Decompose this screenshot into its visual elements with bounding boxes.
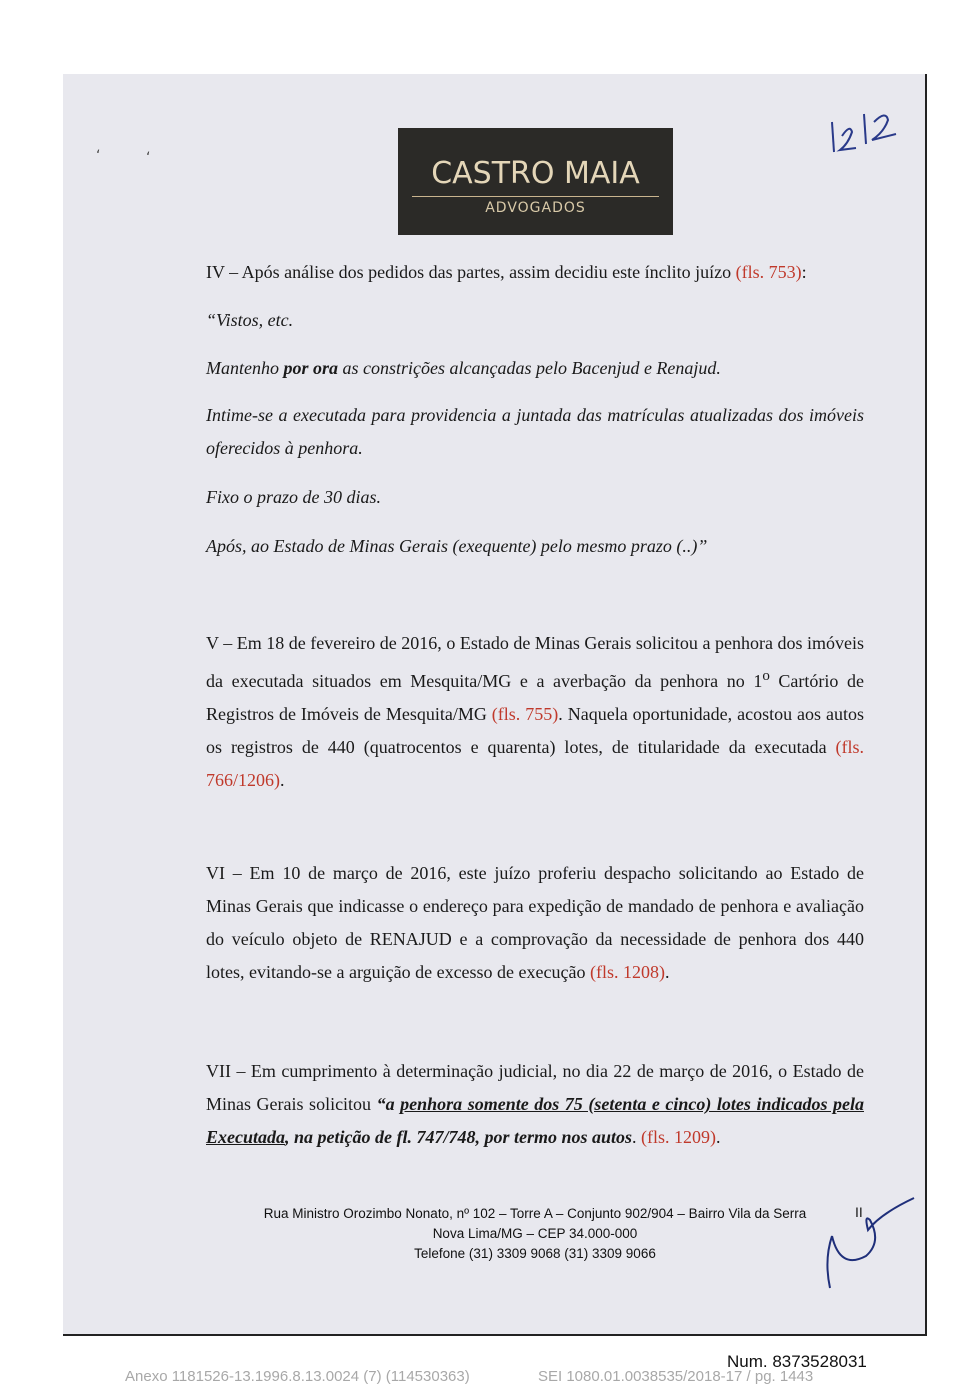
folio-reference: (fls. 766/1206) xyxy=(206,737,864,790)
quote-line: Fixo o prazo de 30 dias. xyxy=(206,487,381,507)
quote-line: Intime-se a executada para providencia a juntada das matrículas atualizadas dos imóveis oferecidos à penhora. xyxy=(206,405,864,458)
paragraph-text: IV – Após análise dos pedidos das partes, assim decidiu este ínclito juízo xyxy=(206,262,736,282)
folio-reference: (fls. 755) xyxy=(491,704,559,724)
document-number: Num. 8373528031 xyxy=(727,1352,867,1371)
logo-brand: CASTRO MAIA xyxy=(431,156,640,191)
castro-maia-logo xyxy=(398,128,673,235)
ordinal-superscript: o xyxy=(762,668,770,684)
quote-line: “Vistos, etc. xyxy=(206,310,294,330)
folio-reference: (fls. 1208) xyxy=(590,962,665,982)
handwritten-signature xyxy=(810,1190,920,1300)
sei-reference: SEI 1080.01.0038535/2018-17 / pg. 1443 xyxy=(538,1368,814,1385)
quote-line xyxy=(206,352,864,385)
paragraph-vii xyxy=(206,1055,864,1154)
paragraph-text: . xyxy=(632,1127,642,1147)
footer-city: Nova Lima/MG – CEP 34.000-000 xyxy=(432,1226,638,1241)
paragraph-iv xyxy=(206,256,864,289)
footer-address: Rua Ministro Orozimbo Nonato, nº 102 – Torre A – Conjunto 902/904 – Bairro Vila da Serra xyxy=(263,1206,807,1221)
quote-emphasis: por ora xyxy=(283,358,338,378)
quote-text: Mantenho xyxy=(206,358,284,378)
paragraph-v xyxy=(206,627,864,797)
logo-rule xyxy=(412,196,659,197)
page-roman-numeral: II xyxy=(855,1204,863,1220)
paragraph-text: . Naquela oportunidade, acostou aos autos os registros de 440 (quatrocentos e quarenta) lotes, de titularidade da executada xyxy=(206,704,864,757)
paragraph-text: V – Em 18 de fevereiro de 2016, o Estado de Minas Gerais solicitou a penhora dos imóveis da executada situados em Mesquita/MG e a averbação da penhora no 1 xyxy=(206,633,864,691)
bold-quote: , na petição de fl. 747/748, por termo nos autos xyxy=(285,1127,633,1147)
quote-line: Após, ao Estado de Minas Gerais (exequente) pelo mesmo prazo (..)” xyxy=(206,536,708,556)
paragraph-text: . xyxy=(716,1127,721,1147)
scan-speck: ‘ xyxy=(146,150,151,166)
quote-text: as constrições alcançadas pelo Bacenjud e Renajud. xyxy=(338,358,721,378)
folio-reference: (fls. 753) xyxy=(735,262,802,282)
logo-subtitle: ADVOGADOS xyxy=(485,200,586,216)
paragraph-text: Cartório de Registros de Imóveis de Mesquita/MG xyxy=(206,671,864,724)
annex-reference: Anexo 1181526-13.1996.8.13.0024 (7) (114530363) xyxy=(125,1368,470,1385)
scan-speck: ‘ xyxy=(96,148,101,164)
paragraph-text: . xyxy=(280,770,285,790)
footer-phone: Telefone (31) 3309 9068 (31) 3309 9066 xyxy=(414,1246,656,1261)
underlined-quote: penhora somente dos 75 (setenta e cinco) lotes indicados pela Executada xyxy=(206,1094,864,1147)
paragraph-text: VII – Em cumprimento à determinação judicial, no dia 22 de março de 2016, o Estado de Minas Gerais solicitou xyxy=(206,1061,864,1114)
paragraph-text: VI – Em 10 de março de 2016, este juízo proferiu despacho solicitando ao Estado de Minas Gerais que indicasse o endereço para expedição de mandado de penhora e avaliação do veículo objeto de RENAJUD e a comprovação da necessidade de penhora dos 440 lotes, evitando-se a arguição de excesso de execução xyxy=(206,863,864,982)
quote-open: “a xyxy=(376,1094,401,1114)
paragraph-text: : xyxy=(801,262,807,282)
folio-reference: (fls. 1209) xyxy=(641,1127,717,1147)
paragraph-vi xyxy=(206,857,864,989)
paragraph-text: . xyxy=(665,962,670,982)
handwritten-page-number xyxy=(826,100,906,160)
